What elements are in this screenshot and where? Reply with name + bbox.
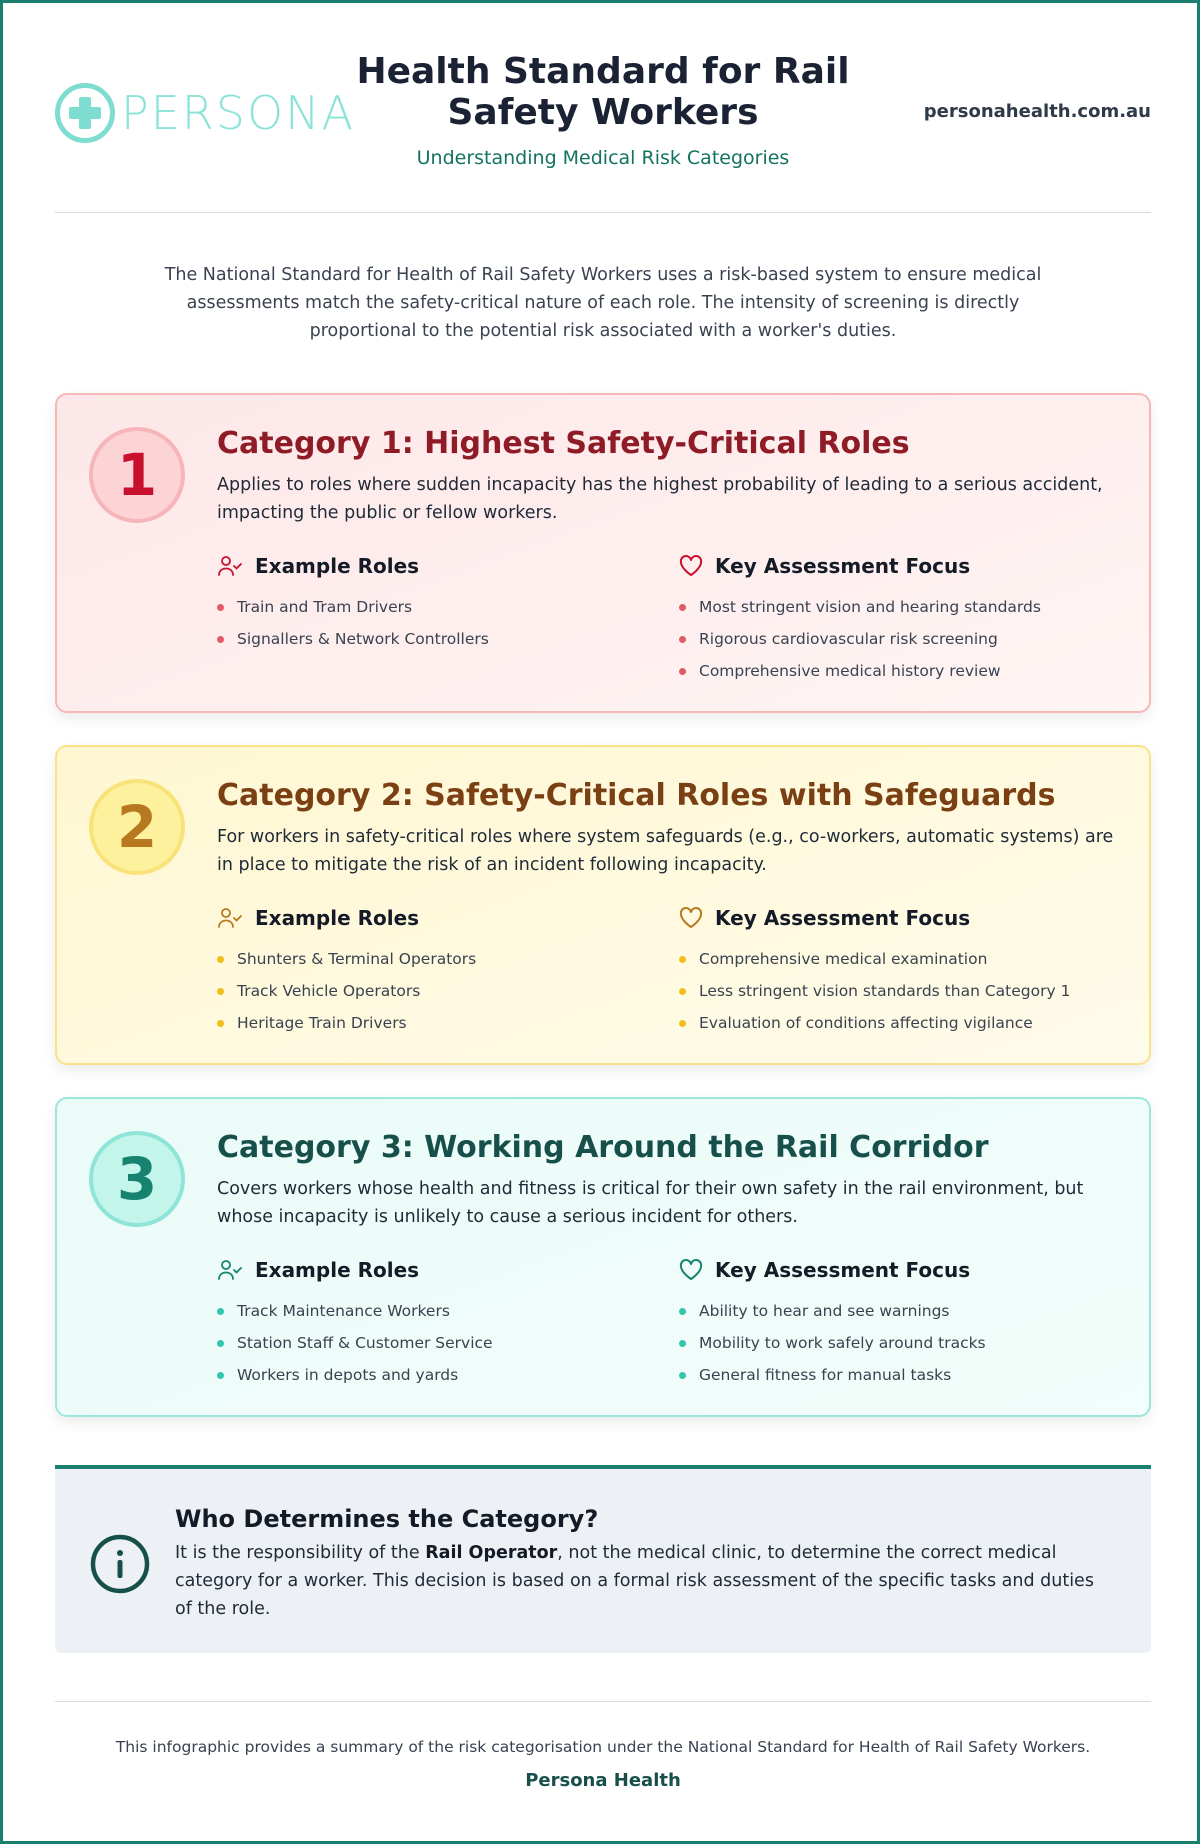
header xyxy=(55,3,1151,213)
roles-heading: Example Roles xyxy=(255,1258,420,1282)
list-item: Comprehensive medical history review xyxy=(679,655,1109,687)
logo-text: PERSONA xyxy=(121,86,356,140)
list-item: Track Vehicle Operators xyxy=(217,975,647,1007)
category-description: For workers in safety-critical roles where system safeguards (e.g., co-workers, automatic systems) are in place to mitigate the risk of an incident following incapacity. xyxy=(217,827,1114,875)
list-item: Less stringent vision standards than Category 1 xyxy=(679,975,1109,1007)
user-check-icon xyxy=(217,907,243,929)
example-roles xyxy=(217,553,647,655)
info-icon xyxy=(89,1533,151,1595)
user-check-icon xyxy=(217,555,243,577)
category-description: Applies to roles where sudden incapacity has the highest probability of leading to a serious accident, impacting the public or fellow workers. xyxy=(217,475,1103,523)
site-url: personahealth.com.au xyxy=(923,101,1151,122)
list-item: Station Staff & Customer Service xyxy=(217,1327,647,1359)
plus-icon xyxy=(55,83,115,143)
roles-heading: Example Roles xyxy=(255,554,420,578)
focus-heading: Key Assessment Focus xyxy=(715,554,971,578)
title-block xyxy=(315,51,891,169)
page xyxy=(55,3,1151,1791)
info-text xyxy=(175,1539,1115,1623)
user-check-icon xyxy=(217,1259,243,1281)
roles-heading: Example Roles xyxy=(255,906,420,930)
focus-heading: Key Assessment Focus xyxy=(715,906,971,930)
list-item: Train and Tram Drivers xyxy=(217,591,647,623)
example-roles xyxy=(217,1257,647,1391)
category-card-3 xyxy=(55,1097,1151,1417)
list-item: Rigorous cardiovascular risk screening xyxy=(679,623,1109,655)
list-item: Ability to hear and see warnings xyxy=(679,1295,1109,1327)
intro-paragraph: The National Standard for Health of Rail Safety Workers uses a risk-based system to ensure medical assessments match the safety-critical nature of each role. The intensity of screening is directly proportional to the potential risk associated with a worker's duties. xyxy=(164,265,1042,341)
page-subtitle: Understanding Medical Risk Categories xyxy=(416,147,790,169)
list-item: Heritage Train Drivers xyxy=(217,1007,647,1039)
info-text-end: , not the medical clinic, to determine the correct medical category for a worker. This decision is based on a formal risk assessment of the specific tasks and duties of the role. xyxy=(175,1543,1094,1619)
focus-heading: Key Assessment Focus xyxy=(715,1258,971,1282)
category-title: Category 3: Working Around the Rail Corridor xyxy=(217,1130,989,1165)
category-title: Category 1: Highest Safety-Critical Roles xyxy=(217,426,910,461)
assessment-focus xyxy=(679,905,1109,1039)
footer-brand: Persona Health xyxy=(525,1770,681,1791)
footer xyxy=(55,1701,1151,1791)
list-item: Workers in depots and yards xyxy=(217,1359,647,1391)
list-item: Track Maintenance Workers xyxy=(217,1295,647,1327)
assessment-focus xyxy=(679,1257,1109,1391)
info-box xyxy=(55,1465,1151,1653)
heart-icon xyxy=(679,1259,703,1281)
info-text-start: It is the responsibility of the xyxy=(175,1543,426,1563)
footer-note: This infographic provides a summary of the risk categorisation under the National Standard for Health of Rail Safety Workers. xyxy=(115,1738,1091,1756)
list-item: Mobility to work safely around tracks xyxy=(679,1327,1109,1359)
list-item: Signallers & Network Controllers xyxy=(217,623,647,655)
info-title: Who Determines the Category? xyxy=(175,1505,599,1533)
list-item: Most stringent vision and hearing standards xyxy=(679,591,1109,623)
category-card-2 xyxy=(55,745,1151,1065)
info-text-bold: Rail Operator xyxy=(425,1543,558,1563)
heart-icon xyxy=(679,907,703,929)
example-roles xyxy=(217,905,647,1039)
heart-icon xyxy=(679,555,703,577)
list-item: Shunters & Terminal Operators xyxy=(217,943,647,975)
assessment-focus xyxy=(679,553,1109,687)
list-item: General fitness for manual tasks xyxy=(679,1359,1109,1391)
category-description: Covers workers whose health and fitness is critical for their own safety in the rail environment, but whose incapacity is unlikely to cause a serious incident for others. xyxy=(217,1179,1084,1227)
logo xyxy=(55,83,355,143)
category-title: Category 2: Safety-Critical Roles with Safeguards xyxy=(217,778,1056,813)
category-number: 2 xyxy=(89,779,185,875)
category-number: 1 xyxy=(89,427,185,523)
category-card-1 xyxy=(55,393,1151,713)
category-number: 3 xyxy=(89,1131,185,1227)
page-title: Health Standard for Rail Safety Workers xyxy=(356,51,850,133)
list-item: Evaluation of conditions affecting vigilance xyxy=(679,1007,1109,1039)
list-item: Comprehensive medical examination xyxy=(679,943,1109,975)
